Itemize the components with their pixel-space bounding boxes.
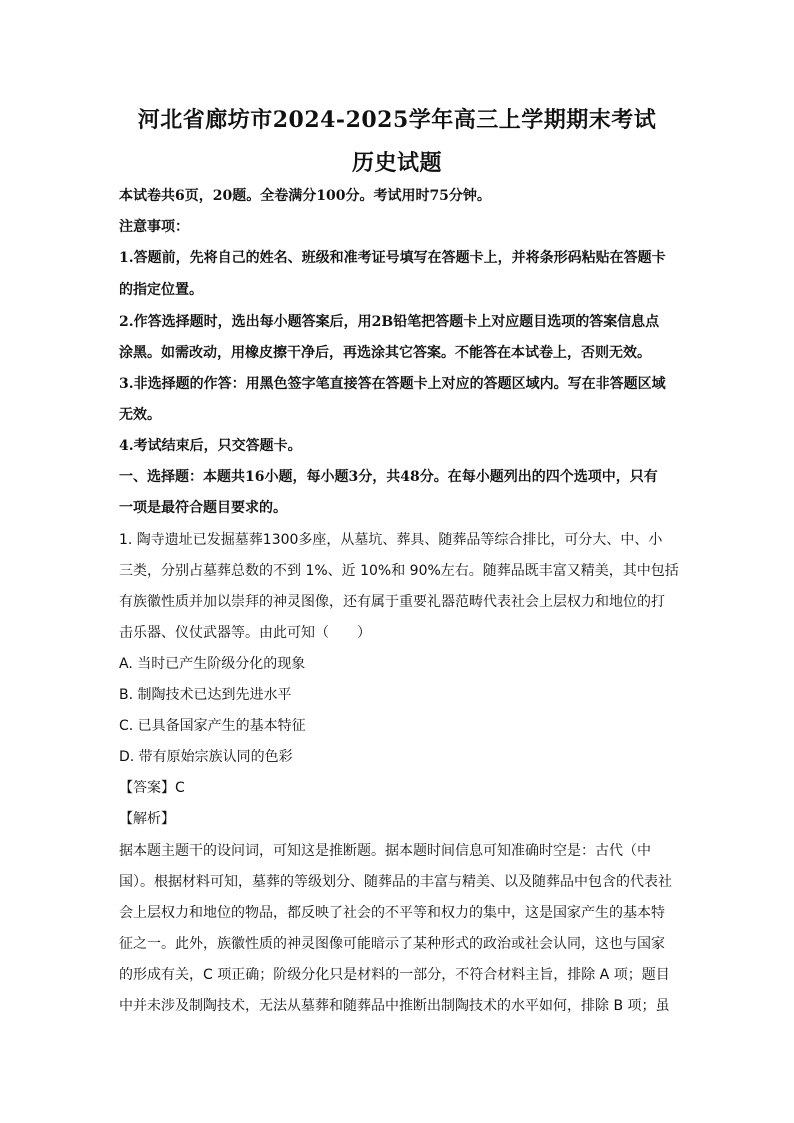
- option-a: A. 当时已产生阶级分化的现象: [119, 656, 306, 672]
- exam-intro: 本试卷共6页，20题。全卷满分100分。考试用时75分钟。: [119, 188, 491, 204]
- question-stem-line: 击乐器、仪仗武器等。由此可知（ ）: [119, 625, 371, 641]
- section-heading: 一项是最符合题目要求的。: [119, 500, 287, 516]
- exam-title: 河北省廊坊市2024-2025学年高三上学期期末考试: [137, 107, 657, 133]
- analysis-line: 国）。根据材料可知，墓葬的等级划分、随葬品的丰富与精美、以及随葬品中包含的代表社: [119, 874, 672, 890]
- question-stem-line: 有族徽性质并加以崇拜的神灵图像，还有属于重要礼器范畴代表社会上层权力和地位的打: [119, 594, 665, 610]
- notes-line: 4.考试结束后，只交答题卡。: [119, 438, 302, 454]
- question-stem-line: 三类，分别占墓葬总数的不到 1%、近 10%和 90%左右。随葬品既丰富又精美，其中包括: [119, 563, 679, 579]
- analysis-line: 征之一。此外，族徽性质的神灵图像可能暗示了某种形式的政治或社会认同，这也与国家: [119, 936, 665, 952]
- answer-label: 【答案】C: [119, 780, 185, 796]
- notes-line: 的指定位置。: [119, 282, 203, 298]
- analysis-line: 的形成有关，C 项正确；阶级分化只是材料的一部分，不符合材料主旨，排除 A 项；题目: [119, 967, 670, 983]
- notes-line: 无效。: [119, 407, 161, 423]
- notes-line: 1.答题前，先将自己的姓名、班级和准考证号填写在答题卡上，并将条形码粘贴在答题卡: [119, 250, 666, 266]
- section-heading: 一、选择题：本题共16小题，每小题3分，共48分。在每小题列出的四个选项中，只有: [119, 469, 658, 485]
- notes-line: 3.非选择题的作答：用黑色签字笔直接答在答题卡上对应的答题区域内。写在非答题区域: [119, 376, 666, 392]
- question-stem-line: 1. 陶寺遗址已发掘墓葬1300多座，从墓坑、葬具、随葬品等综合排比，可分大、中、小: [119, 532, 663, 548]
- notes-line: 2.作答选择题时，选出每小题答案后，用2B铅笔把答题卡上对应题目选项的答案信息点: [119, 314, 660, 330]
- exam-subtitle: 历史试题: [351, 150, 442, 176]
- option-b: B. 制陶技术已达到先进水平: [119, 687, 292, 703]
- analysis-line: 据本题主题干的设问词，可知这是推断题。据本题时间信息可知准确时空是：古代（中: [119, 843, 651, 859]
- option-d: D. 带有原始宗族认同的色彩: [119, 749, 293, 765]
- notes-line: 涂黑。如需改动，用橡皮擦干净后，再选涂其它答案。不能答在本试卷上，否则无效。: [119, 345, 651, 361]
- analysis-line: 中并未涉及制陶技术，无法从墓葬和随葬品中推断出制陶技术的水平如何，排除 B 项；虽: [119, 998, 670, 1014]
- analysis-heading: 【解析】: [119, 811, 175, 827]
- notes-heading: 注意事项：: [119, 219, 189, 235]
- option-c: C. 已具备国家产生的基本特征: [119, 718, 306, 734]
- analysis-line: 会上层权力和地位的物品，都反映了社会的不平等和权力的集中，这是国家产生的基本特: [119, 905, 665, 921]
